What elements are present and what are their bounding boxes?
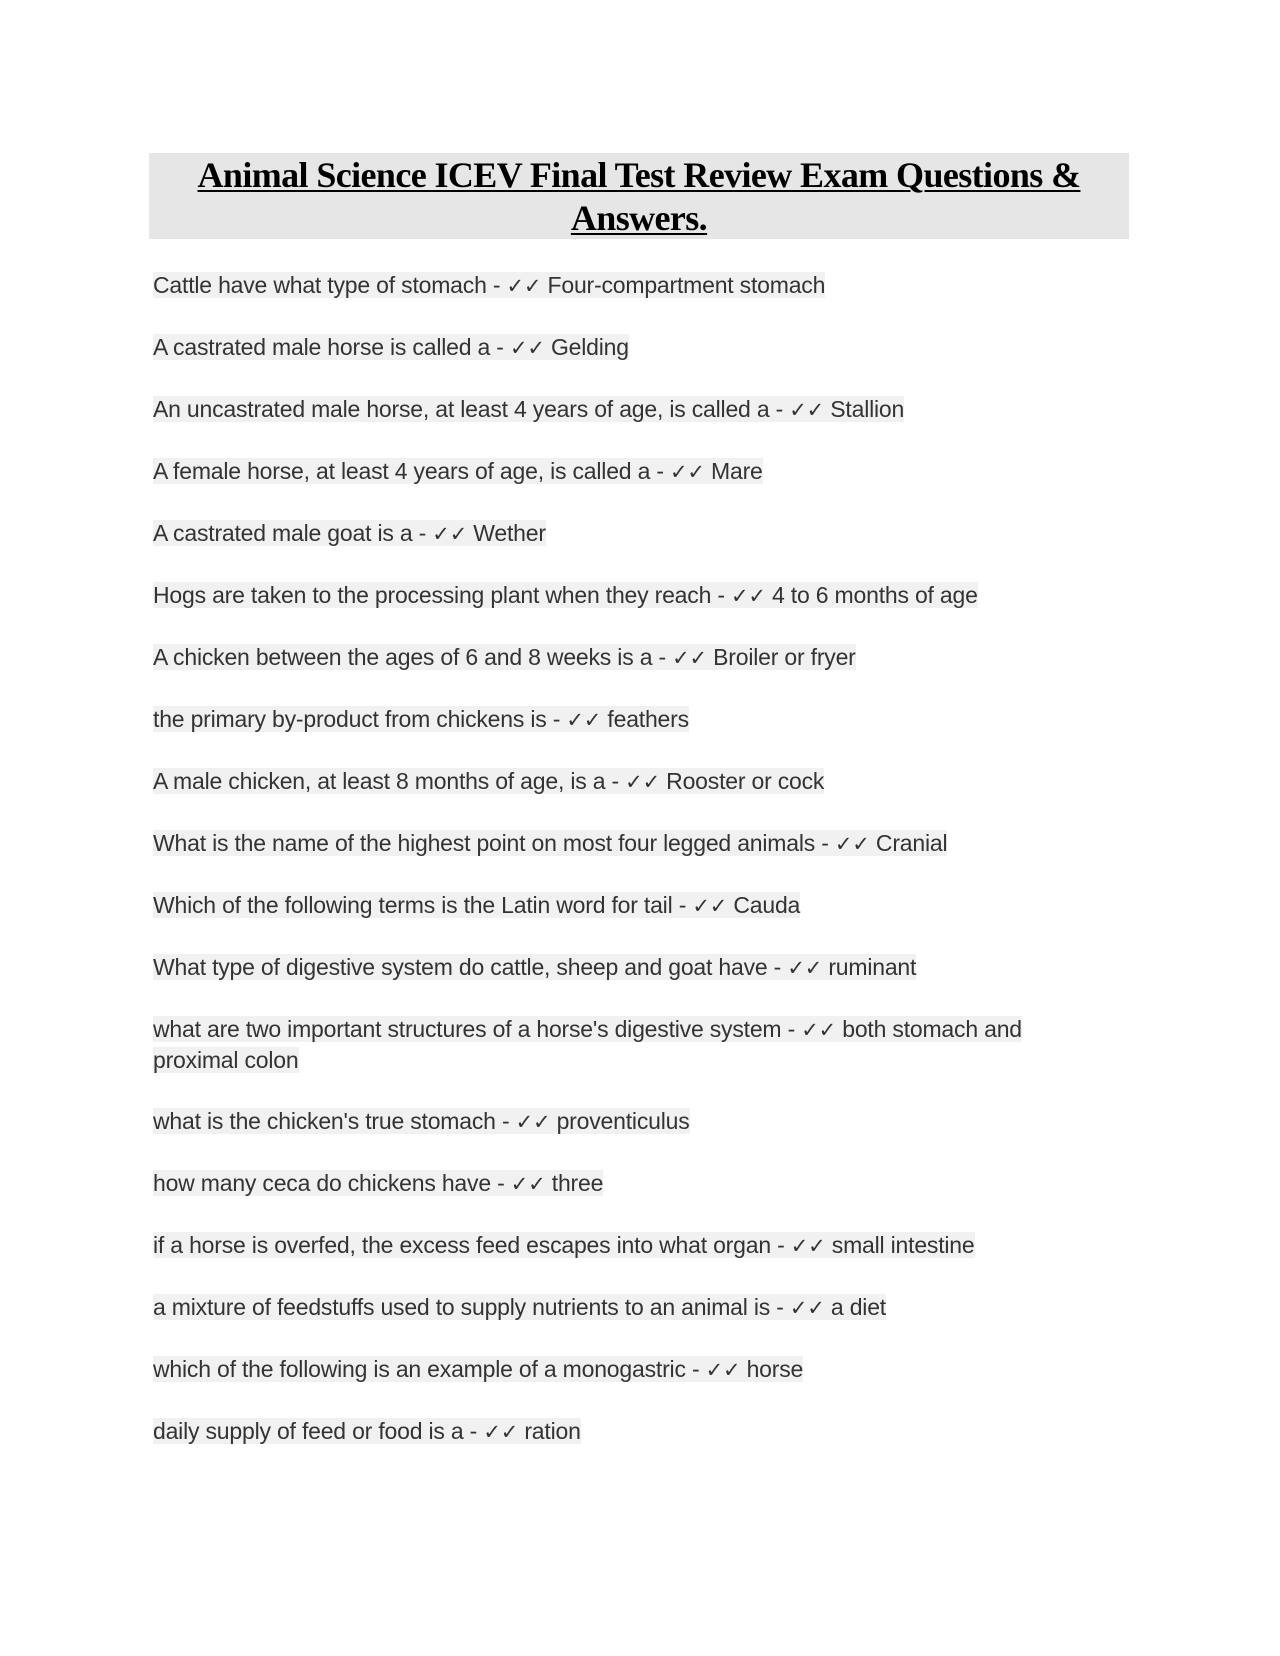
separator: - xyxy=(490,1170,511,1196)
question-text: if a horse is overfed, the excess feed escapes into what organ xyxy=(153,1232,771,1258)
answer-text: ration xyxy=(524,1418,581,1444)
qa-item xyxy=(153,766,1113,797)
answer-text: Stallion xyxy=(830,396,905,422)
question-text: how many ceca do chickens have xyxy=(153,1170,491,1196)
double-check-icon: ✓✓ xyxy=(834,832,870,856)
double-check-icon: ✓✓ xyxy=(789,398,825,422)
question-text: which of the following is an example of a monogastric xyxy=(153,1356,686,1382)
question-text: A female horse, at least 4 years of age, is called a xyxy=(153,458,651,484)
qa-item xyxy=(153,1106,1113,1137)
separator: - xyxy=(486,272,507,298)
answer-text: Mare xyxy=(711,458,763,484)
double-check-icon: ✓✓ xyxy=(515,1110,551,1134)
answer-text: Rooster or cock xyxy=(666,768,825,794)
double-check-icon: ✓✓ xyxy=(789,1296,825,1320)
double-check-icon: ✓✓ xyxy=(787,956,823,980)
double-check-icon: ✓✓ xyxy=(670,460,705,484)
qa-item xyxy=(153,828,1113,859)
question-text: A castrated male horse is called a xyxy=(153,334,491,360)
separator: - xyxy=(770,1232,791,1258)
double-check-icon: ✓✓ xyxy=(432,522,468,546)
double-check-icon: ✓✓ xyxy=(566,708,602,732)
qa-item xyxy=(153,1230,1113,1261)
question-text: what are two important structures of a horse's digestive system xyxy=(153,1016,782,1042)
answer-text: a diet xyxy=(830,1294,886,1320)
double-check-icon: ✓✓ xyxy=(506,274,542,298)
separator: - xyxy=(767,954,788,980)
double-check-icon: ✓✓ xyxy=(509,336,545,360)
answer-text: Four-compartment stomach xyxy=(547,272,826,298)
answer-text: ruminant xyxy=(828,954,917,980)
question-text: the primary by-product from chickens is xyxy=(153,706,547,732)
double-check-icon: ✓✓ xyxy=(483,1420,519,1444)
question-text: What type of digestive system do cattle, sheep and goat have xyxy=(153,954,768,980)
question-text: Which of the following terms is the Latin word for tail xyxy=(153,892,673,918)
double-check-icon: ✓✓ xyxy=(692,894,728,918)
separator: - xyxy=(652,644,673,670)
question-text: A male chicken, at least 8 months of age, is a xyxy=(153,768,606,794)
question-text: a mixture of feedstuffs used to supply nutrients to an animal is xyxy=(153,1294,771,1320)
double-check-icon: ✓✓ xyxy=(731,584,766,608)
double-check-icon: ✓✓ xyxy=(801,1018,837,1042)
question-text: Cattle have what type of stomach xyxy=(153,272,487,298)
separator: - xyxy=(770,1294,790,1320)
answer-text: both stomach and proximal colon xyxy=(153,1016,1022,1073)
qa-item xyxy=(153,642,1113,673)
answer-text: Wether xyxy=(473,520,546,546)
qa-item xyxy=(153,1354,1113,1385)
double-check-icon: ✓✓ xyxy=(510,1172,546,1196)
double-check-icon: ✓✓ xyxy=(790,1234,826,1258)
question-text: An uncastrated male horse, at least 4 years of age, is called a xyxy=(153,396,770,422)
separator: - xyxy=(546,706,567,732)
separator: - xyxy=(605,768,626,794)
answer-text: small intestine xyxy=(831,1232,975,1258)
answer-text: horse xyxy=(746,1356,804,1382)
page-title: Animal Science ICEV Final Test Review Exam Questions & Answers. xyxy=(197,155,1081,238)
answer-text: 4 to 6 months of age xyxy=(772,582,978,608)
answer-text: Broiler or fryer xyxy=(713,644,856,670)
double-check-icon: ✓✓ xyxy=(625,770,660,794)
question-text: what is the chicken's true stomach xyxy=(153,1108,496,1134)
separator: - xyxy=(495,1108,516,1134)
question-text: A chicken between the ages of 6 and 8 weeks is a xyxy=(153,644,653,670)
qa-item xyxy=(153,1168,1113,1199)
answer-text: three xyxy=(551,1170,604,1196)
answer-text: Gelding xyxy=(550,334,629,360)
qa-item xyxy=(153,1292,1113,1323)
qa-list xyxy=(153,270,1113,1478)
qa-item xyxy=(153,952,1113,983)
qa-item xyxy=(153,456,1113,487)
question-text: What is the name of the highest point on most four legged animals xyxy=(153,830,816,856)
separator: - xyxy=(412,520,433,546)
qa-item xyxy=(153,394,1113,425)
answer-text: Cranial xyxy=(875,830,948,856)
separator: - xyxy=(672,892,693,918)
qa-item xyxy=(153,270,1113,301)
qa-item xyxy=(153,1014,1113,1075)
separator: - xyxy=(815,830,835,856)
separator: - xyxy=(711,582,732,608)
question-text: daily supply of feed or food is a xyxy=(153,1418,464,1444)
separator: - xyxy=(463,1418,484,1444)
qa-item xyxy=(153,518,1113,549)
separator: - xyxy=(781,1016,802,1042)
separator: - xyxy=(490,334,510,360)
separator: - xyxy=(650,458,671,484)
qa-item xyxy=(153,580,1113,611)
qa-item xyxy=(153,332,1113,363)
double-check-icon: ✓✓ xyxy=(705,1358,741,1382)
answer-text: proventiculus xyxy=(556,1108,690,1134)
separator: - xyxy=(685,1356,706,1382)
qa-item xyxy=(153,1416,1113,1447)
double-check-icon: ✓✓ xyxy=(672,646,707,670)
qa-item xyxy=(153,890,1113,921)
question-text: Hogs are taken to the processing plant when they reach xyxy=(153,582,712,608)
answer-text: Cauda xyxy=(733,892,801,918)
answer-text: feathers xyxy=(607,706,689,732)
separator: - xyxy=(769,396,790,422)
qa-item xyxy=(153,704,1113,735)
question-text: A castrated male goat is a xyxy=(153,520,413,546)
